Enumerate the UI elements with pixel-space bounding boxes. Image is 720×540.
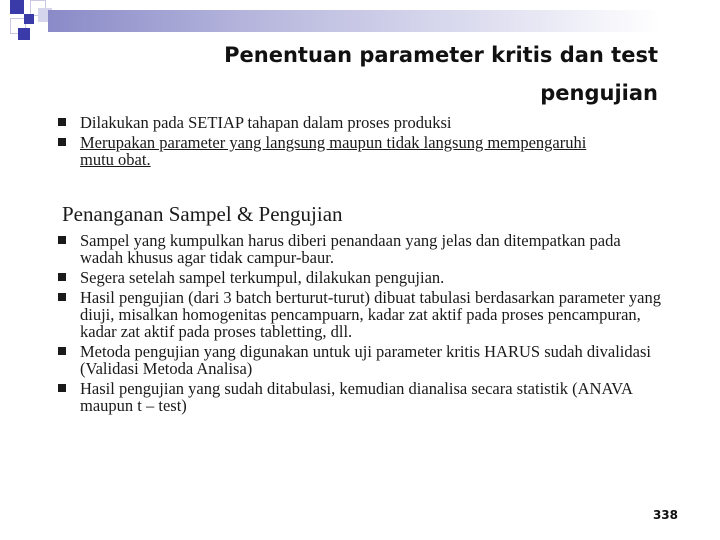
list-item-text-link[interactable]: Merupakan parameter yang langsung maupun tidak langsung mempengaruhi mutu obat. [80, 133, 587, 169]
square-bullet-icon [58, 236, 66, 244]
list-item [56, 380, 666, 414]
list-item [56, 232, 666, 266]
list-item-text: Sampel yang kumpulkan harus diberi penandaan yang jelas dan ditempatkan pada wadah khusus agar tidak campur-baur. [80, 231, 621, 267]
list-item [56, 343, 666, 377]
list-item [56, 289, 666, 340]
bullet-list-2 [56, 232, 666, 417]
list-item-text: Hasil pengujian (dari 3 batch berturut-turut) dibuat tabulasi berdasarkan parameter yang diuji, misalkan homogenitas pencampuarn, kadar zat aktif pada proses pencampuran, kadar zat aktif pada proses tabletting, dll. [80, 288, 661, 341]
list-item [56, 134, 596, 168]
list-item-text: Segera setelah sampel terkumpul, dilakukan pengujian. [80, 268, 445, 287]
list-item-text: Dilakukan pada SETIAP tahapan dalam proses produksi [80, 113, 452, 132]
decor-square-4 [24, 14, 34, 24]
page-number: 338 [652, 508, 678, 522]
list-item-text: Metoda pengujian yang digunakan untuk uji parameter kritis HARUS sudah divalidasi (Validasi Metoda Analisa) [80, 342, 651, 378]
section-heading: Penanganan Sampel & Pengujian [62, 202, 343, 226]
square-bullet-icon [58, 118, 66, 126]
square-bullet-icon [58, 293, 66, 301]
top-gradient-bar [48, 10, 660, 32]
square-bullet-icon [58, 138, 66, 146]
square-bullet-icon [58, 347, 66, 355]
list-item [56, 269, 666, 286]
decor-square-6 [18, 28, 30, 40]
decor-square-1 [10, 0, 24, 14]
slide-title-line1: Penentuan parameter kritis dan test [224, 43, 658, 67]
square-bullet-icon [58, 384, 66, 392]
slide-title [138, 36, 658, 112]
square-bullet-icon [58, 273, 66, 281]
slide-title-line2: pengujian [540, 81, 658, 105]
bullet-list-1 [56, 114, 596, 171]
list-item-text: Hasil pengujian yang sudah ditabulasi, kemudian dianalisa secara statistik (ANAVA maupun t – test) [80, 379, 633, 415]
list-item [56, 114, 596, 131]
